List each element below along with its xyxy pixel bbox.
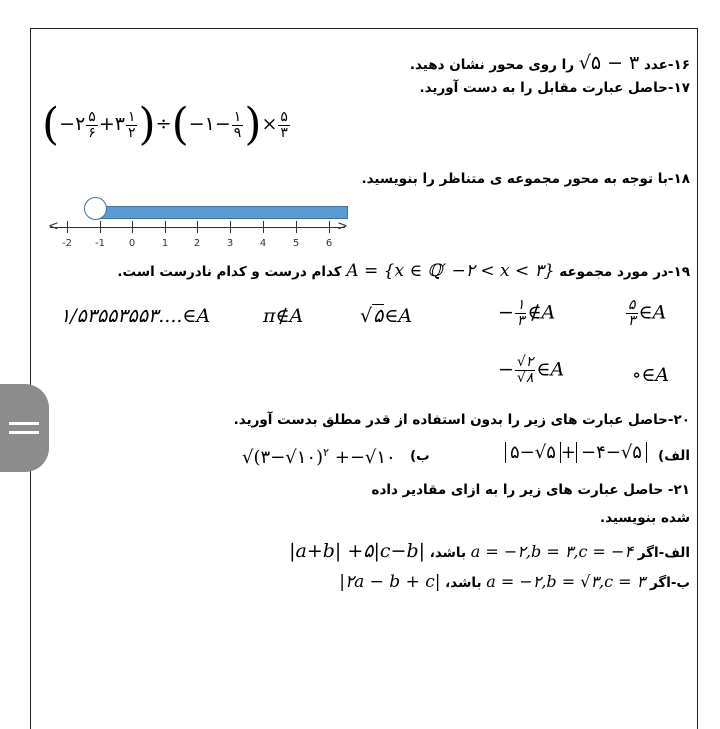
axis-label: 6 bbox=[325, 238, 333, 249]
open-circle bbox=[84, 197, 107, 220]
q20-be-expression: √(۳−√۱۰)$^۲$ +−√۱۰ bbox=[242, 446, 396, 468]
item-five-thirds: $\frac{۵}{۳}$ ∈A bbox=[628, 297, 667, 329]
item-decimal: ۱/۵۳۵۵۳۵۵۳....∈A bbox=[60, 305, 211, 327]
item-zero: ∘∈A bbox=[632, 364, 670, 386]
item-neg-third: − $\frac{۱}{۳}$ ∉A bbox=[498, 297, 556, 329]
question-21: ۲۱- حاصل عبارت های زیر را به ازای مقادیر داده bbox=[371, 482, 690, 498]
scroll-handle[interactable] bbox=[0, 384, 49, 472]
axis-label: 5 bbox=[292, 238, 300, 249]
q21-be: ب-اگر a = −۲,b = √۳,c = ۳ باشد، |۲a − b + c| bbox=[339, 572, 690, 592]
item-sqrt-ratio: − $\frac{√۲}{√۸}$ ∈A bbox=[498, 354, 565, 386]
arrow-right-icon: > bbox=[337, 219, 348, 234]
axis-label: -2 bbox=[62, 238, 72, 249]
question-20: ۲۰-حاصل عبارت های زیر را بدون استفاده از قدر مطلق بدست آورید. bbox=[233, 412, 690, 428]
handle-line-icon bbox=[9, 431, 39, 434]
q16-expression: √۵ − ۳ bbox=[578, 52, 640, 74]
q17-expression: (−۲ $\frac{۵}{۶}$ +۳ $\frac{۱}{۲}$ )÷(−۱− $\frac{۱}{۹}$ )× $\frac{۵}{۳}$ bbox=[42, 99, 288, 150]
question-19: ۱۹-در مورد مجموعه A = {x ∈ ℚ′ −۲ < x < ۳} کدام درست و کدام نادرست است. bbox=[117, 261, 690, 281]
item-pi: π∉A bbox=[263, 305, 304, 327]
q20-alef-label: الف) bbox=[658, 448, 690, 464]
question-17: ۱۷-حاصل عبارت مقابل را به دست آورید. bbox=[419, 80, 690, 96]
axis-label: 3 bbox=[226, 238, 234, 249]
q16-tail: را روی محور نشان دهید. bbox=[409, 57, 575, 73]
item-sqrt5: √۵∈A bbox=[360, 305, 413, 327]
axis-label: 0 bbox=[128, 238, 136, 249]
q20-alef-expression: ۵−√۵ + −۴−√۵ bbox=[505, 442, 647, 463]
question-18: ۱۸-با توجه به محور مجموعه ی متناظر را بنویسید. bbox=[361, 171, 690, 187]
q20-be-label: ب) bbox=[410, 448, 430, 464]
question-16 bbox=[410, 52, 690, 74]
q21-alef: الف-اگر a = −۲,b = ۳,c = −۴ باشد، |a+b| +۵|c−b| bbox=[289, 540, 690, 562]
axis-label: -1 bbox=[95, 238, 105, 249]
axis-label: 2 bbox=[193, 238, 201, 249]
set-definition: A = {x ∈ ℚ′ −۲ < x < ۳} bbox=[346, 261, 555, 281]
interval-bar bbox=[95, 206, 348, 219]
axis-label: 4 bbox=[259, 238, 267, 249]
question-21-cont: شده بنویسید. bbox=[599, 510, 690, 526]
arrow-left-icon: < bbox=[48, 219, 59, 234]
axis-label: 1 bbox=[161, 238, 169, 249]
handle-line-icon bbox=[9, 422, 39, 425]
q16-label: ۱۶-عدد bbox=[643, 57, 690, 73]
